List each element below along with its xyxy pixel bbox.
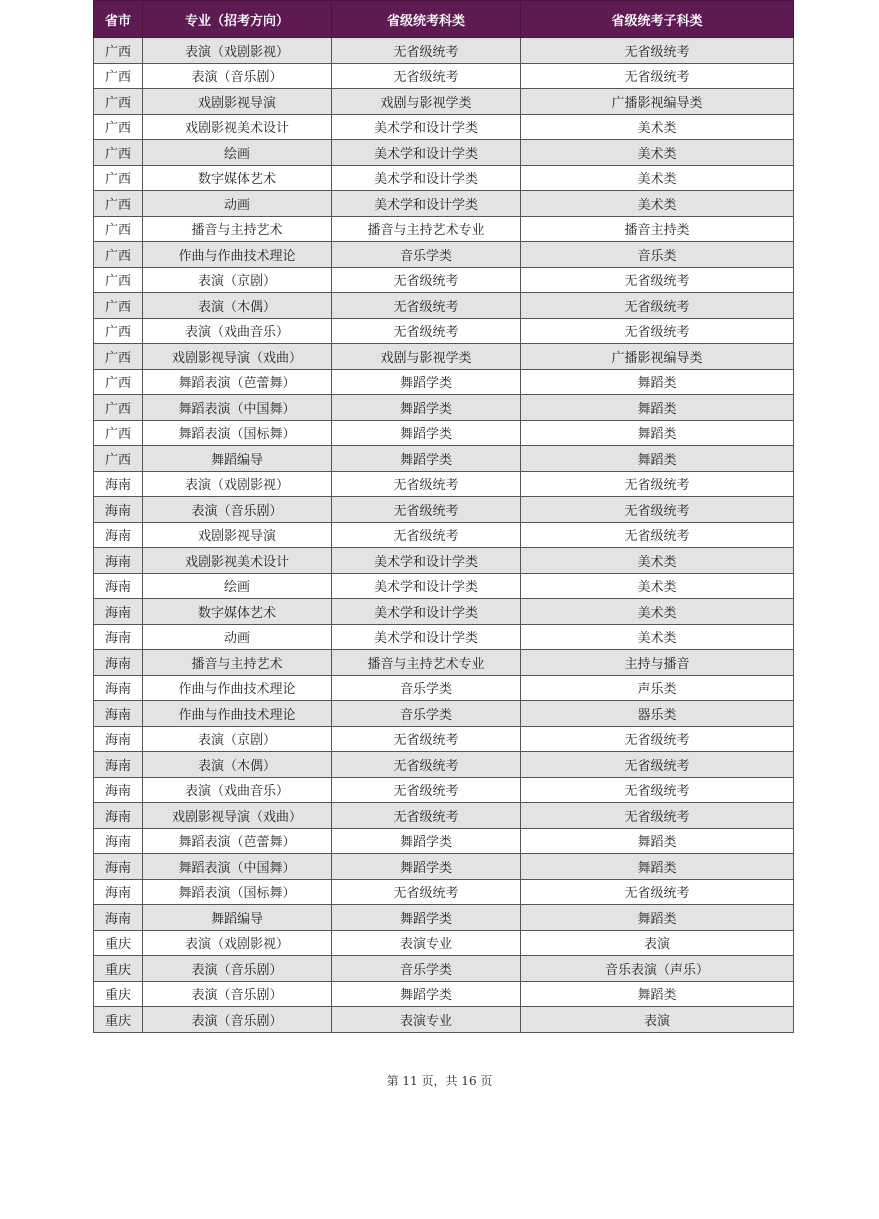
table-row [94,624,794,650]
cell-exam-subcategory: 无省级统考 [521,318,794,344]
cell-major: 表演（木偶） [143,752,332,778]
cell-exam-subcategory: 广播影视编导类 [521,344,794,370]
cell-exam-category: 无省级统考 [332,497,521,523]
cell-major: 数字媒体艺术 [143,165,332,191]
cell-major: 动画 [143,624,332,650]
table-row [94,293,794,319]
table-row [94,344,794,370]
table-row [94,905,794,931]
table-row [94,242,794,268]
cell-province: 海南 [94,726,143,752]
cell-exam-category: 无省级统考 [332,318,521,344]
cell-exam-subcategory: 无省级统考 [521,471,794,497]
table-row [94,650,794,676]
cell-exam-subcategory: 舞蹈类 [521,369,794,395]
cell-exam-category: 无省级统考 [332,777,521,803]
cell-province: 广西 [94,369,143,395]
cell-exam-category: 无省级统考 [332,267,521,293]
cell-province: 广西 [94,63,143,89]
cell-exam-category: 播音与主持艺术专业 [332,650,521,676]
cell-province: 海南 [94,879,143,905]
cell-major: 播音与主持艺术 [143,216,332,242]
table-row [94,879,794,905]
cell-exam-subcategory: 表演 [521,930,794,956]
cell-exam-category: 音乐学类 [332,675,521,701]
cell-major: 作曲与作曲技术理论 [143,701,332,727]
cell-exam-subcategory: 音乐类 [521,242,794,268]
cell-major: 数字媒体艺术 [143,599,332,625]
cell-exam-subcategory: 广播影视编导类 [521,89,794,115]
cell-exam-category: 音乐学类 [332,956,521,982]
cell-exam-category: 无省级统考 [332,38,521,64]
table-row [94,395,794,421]
cell-major: 绘画 [143,140,332,166]
cell-province: 广西 [94,191,143,217]
cell-major: 戏剧影视美术设计 [143,114,332,140]
cell-major: 舞蹈表演（国标舞） [143,420,332,446]
table-row [94,1007,794,1033]
table-row [94,318,794,344]
cell-province: 广西 [94,395,143,421]
cell-exam-category: 无省级统考 [332,293,521,319]
cell-province: 广西 [94,446,143,472]
cell-province: 重庆 [94,956,143,982]
cell-exam-category: 无省级统考 [332,803,521,829]
cell-exam-subcategory: 美术类 [521,191,794,217]
table-row [94,114,794,140]
cell-province: 海南 [94,573,143,599]
cell-major: 表演（木偶） [143,293,332,319]
table-row [94,140,794,166]
cell-exam-category: 表演专业 [332,1007,521,1033]
cell-exam-category: 音乐学类 [332,701,521,727]
cell-province: 海南 [94,803,143,829]
cell-major: 表演（戏剧影视） [143,930,332,956]
cell-province: 海南 [94,701,143,727]
cell-exam-subcategory: 舞蹈类 [521,828,794,854]
table-row [94,599,794,625]
cell-province: 重庆 [94,930,143,956]
cell-province: 海南 [94,624,143,650]
table-row [94,752,794,778]
cell-province: 海南 [94,599,143,625]
table-row [94,420,794,446]
cell-exam-subcategory: 音乐表演（声乐） [521,956,794,982]
cell-exam-category: 无省级统考 [332,522,521,548]
cell-province: 海南 [94,650,143,676]
cell-exam-category: 音乐学类 [332,242,521,268]
header-major: 专业（招考方向） [143,1,332,38]
cell-exam-subcategory: 无省级统考 [521,267,794,293]
cell-major: 动画 [143,191,332,217]
cell-exam-subcategory: 美术类 [521,599,794,625]
cell-province: 广西 [94,267,143,293]
cell-major: 戏剧影视导演 [143,89,332,115]
cell-exam-category: 表演专业 [332,930,521,956]
cell-exam-category: 戏剧与影视学类 [332,344,521,370]
cell-exam-category: 舞蹈学类 [332,369,521,395]
cell-major: 舞蹈编导 [143,905,332,931]
table-row [94,930,794,956]
page-number: 第 11 页，共 16 页 [386,1074,493,1088]
cell-province: 广西 [94,216,143,242]
table-row [94,981,794,1007]
cell-major: 戏剧影视导演（戏曲） [143,803,332,829]
cell-province: 广西 [94,293,143,319]
cell-major: 舞蹈编导 [143,446,332,472]
cell-province: 广西 [94,114,143,140]
cell-exam-subcategory: 舞蹈类 [521,981,794,1007]
cell-province: 海南 [94,497,143,523]
cell-exam-category: 美术学和设计学类 [332,573,521,599]
cell-exam-category: 美术学和设计学类 [332,140,521,166]
cell-exam-subcategory: 无省级统考 [521,803,794,829]
cell-exam-category: 戏剧与影视学类 [332,89,521,115]
table-row [94,165,794,191]
table-body [94,38,794,1033]
header-province: 省市 [94,1,143,38]
cell-exam-subcategory: 舞蹈类 [521,446,794,472]
cell-exam-subcategory: 美术类 [521,140,794,166]
cell-major: 舞蹈表演（国标舞） [143,879,332,905]
table-row [94,573,794,599]
cell-exam-subcategory: 无省级统考 [521,293,794,319]
table-row [94,267,794,293]
cell-major: 表演（音乐剧） [143,497,332,523]
cell-exam-subcategory: 舞蹈类 [521,905,794,931]
cell-exam-category: 美术学和设计学类 [332,548,521,574]
cell-exam-category: 舞蹈学类 [332,854,521,880]
cell-province: 海南 [94,675,143,701]
cell-exam-subcategory: 无省级统考 [521,63,794,89]
cell-major: 表演（戏曲音乐） [143,318,332,344]
cell-exam-category: 美术学和设计学类 [332,599,521,625]
major-table-container [93,0,793,1033]
cell-exam-subcategory: 表演 [521,1007,794,1033]
cell-exam-category: 舞蹈学类 [332,828,521,854]
cell-exam-category: 无省级统考 [332,471,521,497]
table-row [94,548,794,574]
cell-major: 表演（京剧） [143,726,332,752]
cell-major: 作曲与作曲技术理论 [143,675,332,701]
table-row [94,777,794,803]
cell-exam-subcategory: 无省级统考 [521,777,794,803]
cell-province: 广西 [94,318,143,344]
cell-major: 舞蹈表演（芭蕾舞） [143,369,332,395]
table-row [94,854,794,880]
cell-exam-category: 无省级统考 [332,63,521,89]
cell-exam-subcategory: 无省级统考 [521,726,794,752]
cell-province: 海南 [94,854,143,880]
cell-exam-category: 舞蹈学类 [332,446,521,472]
cell-major: 舞蹈表演（中国舞） [143,395,332,421]
cell-exam-category: 舞蹈学类 [332,420,521,446]
cell-major: 绘画 [143,573,332,599]
cell-exam-subcategory: 声乐类 [521,675,794,701]
cell-exam-category: 美术学和设计学类 [332,191,521,217]
cell-province: 重庆 [94,981,143,1007]
major-table [93,0,794,1033]
cell-exam-subcategory: 舞蹈类 [521,854,794,880]
cell-exam-category: 播音与主持艺术专业 [332,216,521,242]
cell-province: 重庆 [94,1007,143,1033]
cell-province: 海南 [94,777,143,803]
cell-exam-subcategory: 无省级统考 [521,497,794,523]
table-row [94,446,794,472]
cell-major: 表演（音乐剧） [143,956,332,982]
cell-province: 广西 [94,420,143,446]
cell-exam-subcategory: 无省级统考 [521,38,794,64]
cell-major: 舞蹈表演（中国舞） [143,854,332,880]
table-row [94,675,794,701]
table-row [94,803,794,829]
header-exam-subcategory: 省级统考子科类 [521,1,794,38]
header-exam-category: 省级统考科类 [332,1,521,38]
cell-province: 海南 [94,548,143,574]
table-row [94,216,794,242]
table-row [94,497,794,523]
cell-exam-category: 美术学和设计学类 [332,624,521,650]
cell-major: 表演（音乐剧） [143,981,332,1007]
cell-province: 广西 [94,242,143,268]
cell-province: 广西 [94,165,143,191]
cell-exam-category: 美术学和设计学类 [332,114,521,140]
cell-exam-category: 舞蹈学类 [332,395,521,421]
cell-major: 表演（戏曲音乐） [143,777,332,803]
table-row [94,701,794,727]
cell-province: 广西 [94,89,143,115]
cell-province: 海南 [94,471,143,497]
table-row [94,522,794,548]
table-row [94,828,794,854]
cell-exam-subcategory: 美术类 [521,624,794,650]
cell-exam-subcategory: 舞蹈类 [521,395,794,421]
table-row [94,38,794,64]
table-row [94,471,794,497]
cell-exam-subcategory: 播音主持类 [521,216,794,242]
table-row [94,89,794,115]
table-header [94,1,794,38]
cell-province: 海南 [94,522,143,548]
header-row [94,1,794,38]
cell-exam-category: 无省级统考 [332,726,521,752]
cell-major: 戏剧影视导演 [143,522,332,548]
table-row [94,191,794,217]
cell-exam-category: 无省级统考 [332,879,521,905]
cell-exam-subcategory: 美术类 [521,573,794,599]
cell-major: 表演（音乐剧） [143,63,332,89]
cell-major: 表演（戏剧影视） [143,471,332,497]
cell-exam-subcategory: 美术类 [521,114,794,140]
cell-province: 海南 [94,752,143,778]
cell-province: 广西 [94,140,143,166]
cell-exam-subcategory: 无省级统考 [521,752,794,778]
cell-exam-subcategory: 舞蹈类 [521,420,794,446]
cell-province: 海南 [94,828,143,854]
table-row [94,369,794,395]
table-row [94,726,794,752]
cell-major: 播音与主持艺术 [143,650,332,676]
cell-major: 表演（戏剧影视） [143,38,332,64]
table-row [94,63,794,89]
table-row [94,956,794,982]
cell-major: 戏剧影视美术设计 [143,548,332,574]
cell-major: 戏剧影视导演（戏曲） [143,344,332,370]
cell-exam-subcategory: 无省级统考 [521,879,794,905]
cell-exam-category: 美术学和设计学类 [332,165,521,191]
cell-exam-subcategory: 器乐类 [521,701,794,727]
cell-province: 广西 [94,38,143,64]
cell-province: 广西 [94,344,143,370]
cell-exam-subcategory: 美术类 [521,165,794,191]
cell-major: 表演（京剧） [143,267,332,293]
cell-exam-subcategory: 美术类 [521,548,794,574]
cell-exam-subcategory: 无省级统考 [521,522,794,548]
cell-exam-category: 无省级统考 [332,752,521,778]
cell-major: 作曲与作曲技术理论 [143,242,332,268]
cell-province: 海南 [94,905,143,931]
cell-major: 表演（音乐剧） [143,1007,332,1033]
cell-exam-subcategory: 主持与播音 [521,650,794,676]
cell-major: 舞蹈表演（芭蕾舞） [143,828,332,854]
cell-exam-category: 舞蹈学类 [332,981,521,1007]
cell-exam-category: 舞蹈学类 [332,905,521,931]
